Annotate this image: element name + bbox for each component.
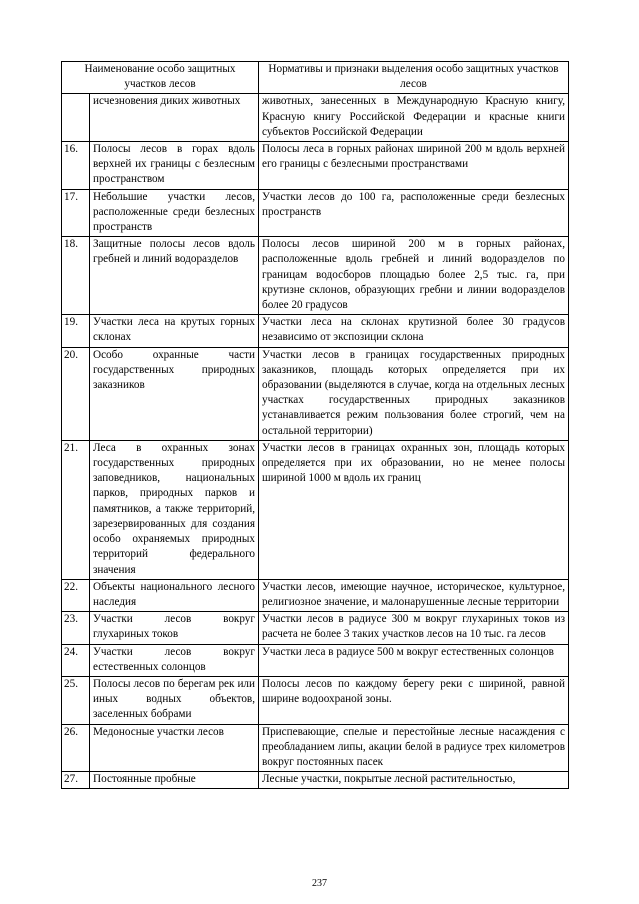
row-number: 27. [62,772,90,789]
row-criteria: Участки лесов в границах государственных природных заказников, площадь которых определяется при их образовании (выделяются в случае, когда на отдельных лесных участках государственных природных заказников устанавливается режим пользования более строгий, чем на остальной территории) [259,347,569,440]
row-name: Особо охранные части государственных природных заказников [90,347,259,440]
row-number: 20. [62,347,90,440]
table-header-row [62,62,569,94]
row-name: Медоносные участки лесов [90,724,259,772]
table-row [62,724,569,772]
row-criteria: Участки лесов, имеющие научное, историческое, культурное, религиозное значение, и малонарушенные лесные территории [259,579,569,611]
row-number: 16. [62,142,90,190]
table-row [62,440,569,579]
table-row [62,94,569,142]
row-number: 25. [62,676,90,724]
table-row [62,142,569,190]
table-row [62,579,569,611]
row-number: 21. [62,440,90,579]
table-row [62,189,569,237]
row-number: 23. [62,612,90,644]
row-name: Участки лесов вокруг естественных солонцов [90,644,259,676]
row-criteria: Участки лесов в границах охранных зон, площадь которых определяется при их образовании, но не менее полосы шириной 1000 м вдоль их границ [259,440,569,579]
row-number: 26. [62,724,90,772]
row-number: 17. [62,189,90,237]
row-criteria: Лесные участки, покрытые лесной растительностью, [259,772,569,789]
row-criteria: Приспевающие, спелые и перестойные лесные насаждения с преобладанием липы, акации белой в радиусе трех километров вокруг постоянных пасек [259,724,569,772]
table-row [62,644,569,676]
row-number: 19. [62,315,90,347]
row-name: Леса в охранных зонах государственных природных заповедников, национальных парков, природных парков и памятников, а также территорий, зарезервированных для создания особо охраняемых природных территорий федерального значения [90,440,259,579]
row-name: Объекты национального лесного наследия [90,579,259,611]
row-name: Небольшие участки лесов, расположенные среди безлесных пространств [90,189,259,237]
row-name: Участки леса на крутых горных склонах [90,315,259,347]
row-name: Полосы лесов по берегам рек или иных водных объектов, заселенных бобрами [90,676,259,724]
forest-plots-table [61,61,569,789]
row-number: 18. [62,237,90,315]
row-criteria: Участки леса на склонах крутизной более 30 градусов независимо от экспозиции склона [259,315,569,347]
row-criteria: Полосы лесов шириной 200 м в горных районах, расположенные вдоль гребней и линий водоразделов по границам водосборов площадью более 2,5 тыс. га, при крутизне склонов, образующих гребни и линии водоразделов более 20 градусов [259,237,569,315]
row-criteria: Участки лесов до 100 га, расположенные среди безлесных пространств [259,189,569,237]
row-criteria: Участки леса в радиусе 500 м вокруг естественных солонцов [259,644,569,676]
row-criteria: Участки лесов в радиусе 300 м вокруг глухариных токов из расчета не более 3 таких участков лесов на 10 тыс. га лесов [259,612,569,644]
table-row [62,612,569,644]
row-name: исчезновения диких животных [90,94,259,142]
row-name: Постоянные пробные [90,772,259,789]
table-row [62,347,569,440]
row-name: Полосы лесов в горах вдоль верхней их границы с безлесным пространством [90,142,259,190]
row-criteria: животных, занесенных в Международную Красную книгу, Красную книгу Российской Федерации и красные книги субъектов Российской Федерации [259,94,569,142]
table-row [62,315,569,347]
table-row [62,772,569,789]
row-name: Защитные полосы лесов вдоль гребней и линий водоразделов [90,237,259,315]
row-criteria: Полосы леса в горных районах шириной 200 м вдоль верхней его границы с безлесными пространствами [259,142,569,190]
header-criteria-column: Нормативы и признаки выделения особо защитных участков лесов [259,62,569,94]
page-number: 237 [312,878,327,889]
header-name-column: Наименование особо защитных участков лесов [62,62,259,94]
row-number [62,94,90,142]
table-row [62,676,569,724]
table-row [62,237,569,315]
row-number: 24. [62,644,90,676]
row-number: 22. [62,579,90,611]
row-name: Участки лесов вокруг глухариных токов [90,612,259,644]
row-criteria: Полосы лесов по каждому берегу реки с шириной, равной ширине водоохраной зоны. [259,676,569,724]
